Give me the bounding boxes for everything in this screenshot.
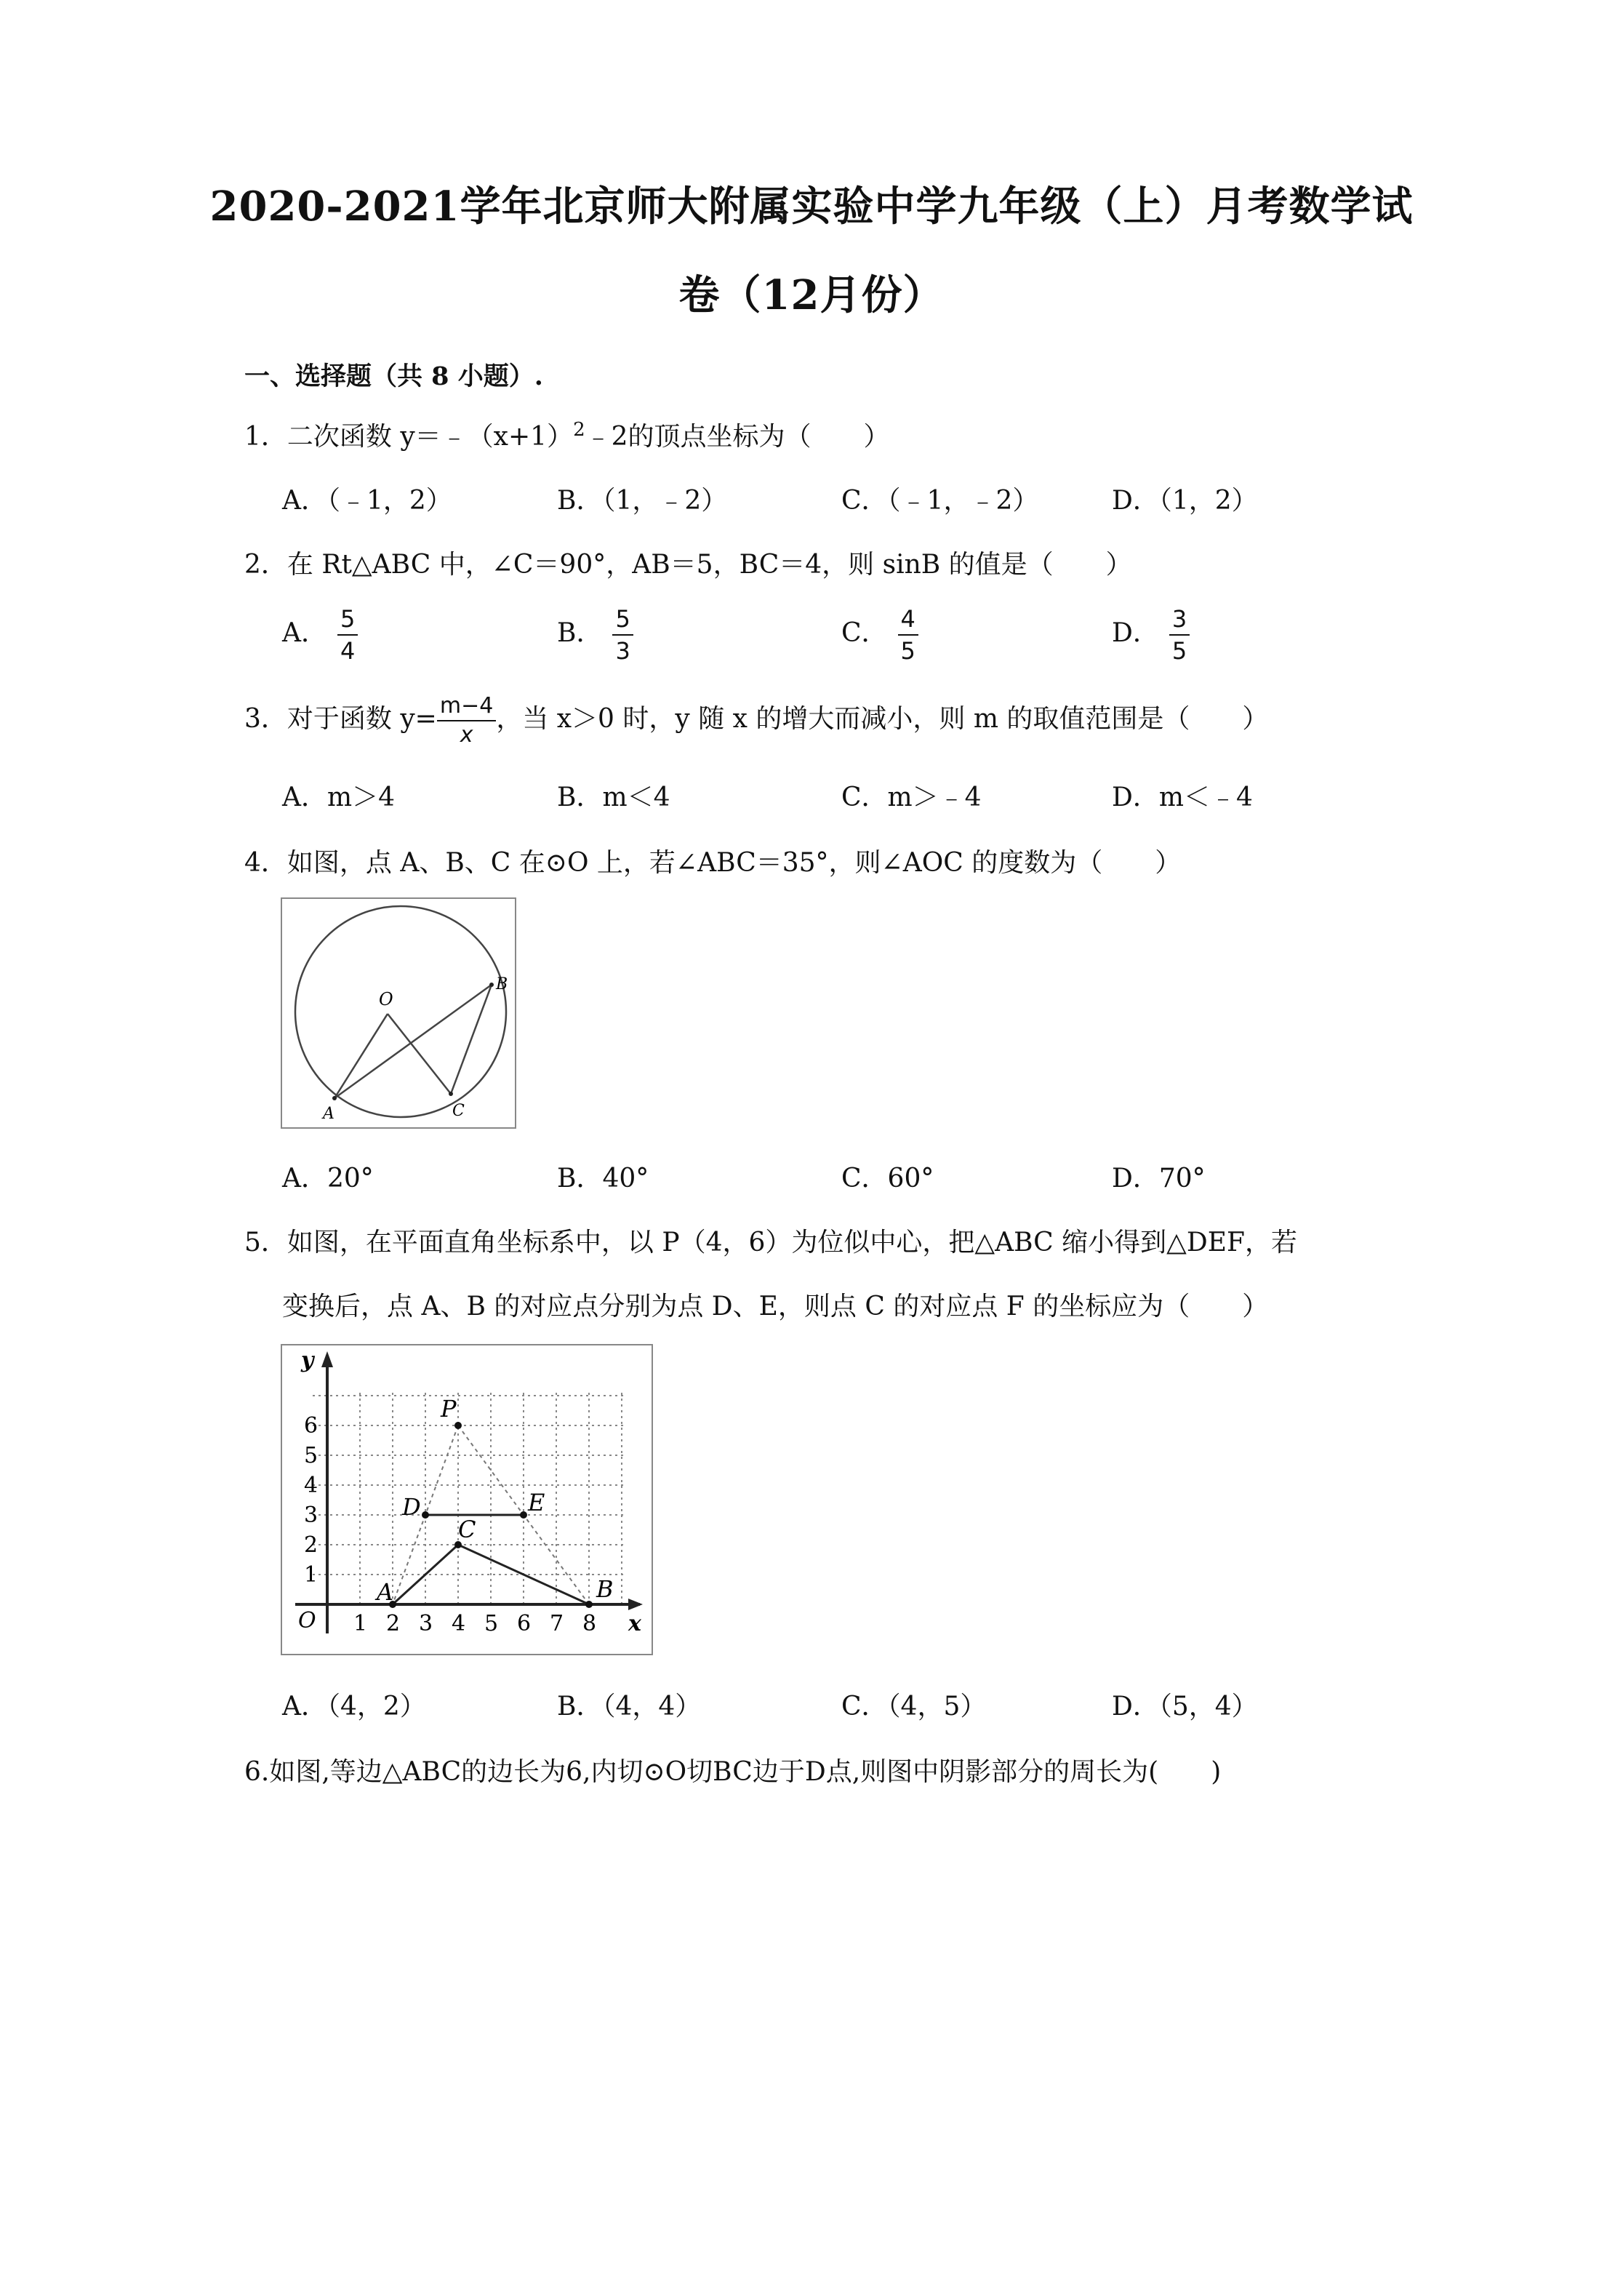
label-p: P [441, 1395, 457, 1423]
x-tick-label: 2 [386, 1611, 401, 1636]
x-tick-label: 1 [353, 1611, 368, 1636]
numerator: 4 [898, 604, 918, 636]
option-letter: C． [841, 618, 888, 648]
question-4-option-a[interactable]: A．20° [282, 1164, 374, 1193]
coordinate-plot [282, 1345, 652, 1654]
question-3-option-c[interactable]: C．m＞﹣4 [841, 783, 982, 812]
question-1-option-a[interactable]: A．（﹣1，2） [282, 486, 452, 516]
question-5-option-d[interactable]: D．（5，4） [1112, 1692, 1258, 1721]
y-tick-label: 4 [304, 1473, 318, 1498]
denominator: 5 [1171, 637, 1187, 665]
exam-title-line2: 卷（12月份） [678, 271, 945, 319]
label-b: B [496, 975, 508, 993]
point-d [422, 1511, 429, 1519]
question-2-option-d[interactable] [1112, 604, 1190, 666]
point-a [332, 1096, 337, 1100]
x-tick-label: 3 [419, 1611, 433, 1636]
question-3-stem-part-a: 3．对于函数 y= [244, 704, 437, 734]
segment-ao [334, 1014, 388, 1098]
question-4-stem: 4．如图，点 A、B、C 在⊙O 上，若∠ABC＝35°，则∠AOC 的度数为（ ） [244, 848, 1182, 878]
option-letter: B． [557, 618, 603, 648]
point-b [585, 1601, 593, 1608]
question-1-stem-part-a: 1．二次函数 y＝﹣（x+1） [244, 422, 574, 452]
question-3-option-d[interactable]: D．m＜﹣4 [1112, 783, 1253, 812]
label-c: C [458, 1516, 476, 1543]
question-4-option-c[interactable]: C．60° [841, 1164, 934, 1193]
question-4-option-d[interactable]: D．70° [1112, 1164, 1206, 1193]
x-tick-label: 6 [517, 1611, 532, 1636]
numerator: 3 [1169, 604, 1190, 636]
circle-o [295, 906, 506, 1117]
label-a: A [377, 1578, 394, 1606]
fraction [612, 604, 633, 666]
denominator: 3 [615, 637, 630, 665]
label-e: E [528, 1489, 545, 1516]
segment-ab [334, 985, 492, 1098]
denominator: x [460, 722, 473, 748]
question-1-stem-part-b: ﹣2的顶点坐标为（ ） [585, 422, 890, 452]
label-o: O [379, 989, 393, 1009]
question-2-option-b[interactable] [557, 604, 633, 666]
question-5-option-c[interactable]: C．（4，5） [841, 1692, 987, 1721]
y-axis-label: y [301, 1348, 314, 1373]
circle-figure [281, 897, 516, 1129]
label-b: B [596, 1575, 614, 1603]
circle-diagram [282, 899, 515, 1127]
fraction [898, 604, 918, 666]
question-5-option-b[interactable]: B．（4，4） [557, 1692, 702, 1721]
grid [313, 1390, 626, 1604]
numerator: 5 [337, 604, 358, 636]
origin-label: O [298, 1608, 316, 1633]
option-letter: D． [1112, 618, 1159, 648]
question-5-stem-line1: 5．如图，在平面直角坐标系中，以 P（4，6）为位似中心，把△ABC 缩小得到△DEF，若 [244, 1228, 1297, 1257]
x-tick-label: 8 [582, 1611, 597, 1636]
fraction [337, 604, 358, 666]
x-tick-label: 4 [452, 1611, 466, 1636]
question-5-option-a[interactable]: A．（4，2） [282, 1692, 426, 1721]
question-1-option-d[interactable]: D．（1，2） [1112, 486, 1258, 516]
denominator: 5 [900, 637, 915, 665]
x-axis-label: x [628, 1611, 641, 1636]
y-tick-label: 6 [304, 1413, 318, 1439]
question-3-option-a[interactable]: A．m＞4 [282, 783, 396, 812]
y-tick-label: 5 [304, 1443, 318, 1468]
point-p [454, 1422, 462, 1429]
segment-bc [451, 985, 492, 1094]
x-tick-label: 5 [484, 1611, 499, 1636]
y-tick-label: 2 [304, 1532, 318, 1558]
label-c: C [452, 1102, 465, 1120]
label-d: D [402, 1493, 421, 1521]
denominator: 4 [340, 637, 356, 665]
option-letter: A． [282, 618, 327, 648]
y-axis-arrow [321, 1351, 333, 1367]
exponent: 2 [573, 419, 585, 441]
y-tick-label: 3 [304, 1503, 318, 1528]
label-a: A [323, 1105, 334, 1123]
exam-title-line1: 2020-2021学年北京师大附属实验中学九年级（上）月考数学试 [209, 183, 1414, 231]
coordinate-figure [281, 1344, 653, 1655]
point-b [489, 983, 494, 987]
numerator: m−4 [437, 692, 496, 721]
question-5-stem-line2: 变换后，点 A、B 的对应点分别为点 D、E，则点 C 的对应点 F 的坐标应为（ ） [282, 1292, 1269, 1321]
question-4-option-b[interactable]: B．40° [557, 1164, 649, 1193]
question-2-option-a[interactable] [282, 604, 358, 666]
x-tick-label: 7 [550, 1611, 564, 1636]
numerator: 5 [612, 604, 633, 636]
question-1-option-c[interactable]: C．（﹣1，﹣2） [841, 486, 1039, 516]
question-3-option-b[interactable]: B．m＜4 [557, 783, 670, 812]
question-1-option-b[interactable]: B．（1，﹣2） [557, 486, 728, 516]
question-2-option-c[interactable] [841, 604, 918, 666]
function-fraction [437, 692, 496, 749]
question-3-stem [244, 692, 1268, 749]
figure-shapes [374, 1395, 614, 1608]
question-3-stem-part-b: ，当 x＞0 时，y 随 x 的增大而减小，则 m 的取值范围是（ ） [496, 704, 1269, 734]
y-tick-label: 1 [304, 1562, 318, 1588]
question-1-stem [244, 416, 890, 453]
question-6-stem: 6.如图,等边△ABC的边长为6,内切⊙O切BC边于D点,则图中阴影部分的周长为( ) [244, 1757, 1222, 1787]
point-e [520, 1511, 527, 1519]
x-axis-arrow [628, 1599, 643, 1610]
section-heading: 一、选择题（共 8 小题）. [244, 361, 543, 391]
question-2-stem: 2．在 Rt△ABC 中，∠C＝90°，AB＝5，BC＝4，则 sinB 的值是（ ） [244, 550, 1132, 580]
fraction [1169, 604, 1190, 666]
point-c [449, 1092, 453, 1096]
